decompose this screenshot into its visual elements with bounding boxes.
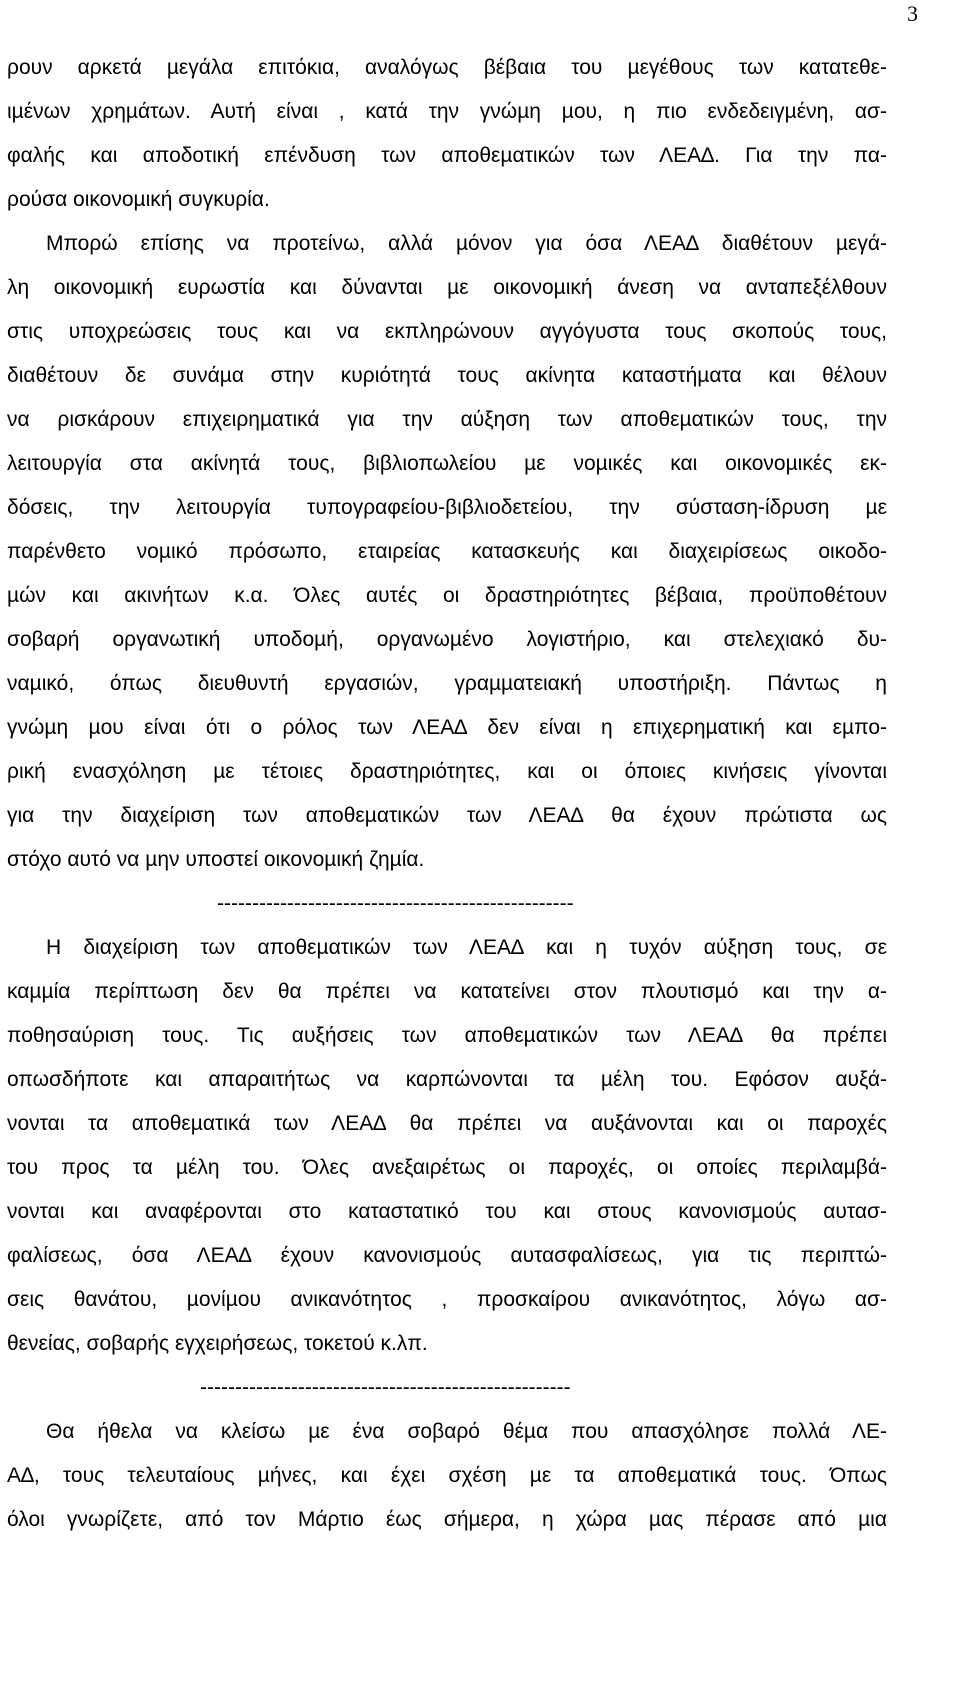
text-line: Η διαχείριση των αποθεµατικών των ΛΕΑ∆ και η τυχόν αύξηση τους, σε — [46, 936, 887, 959]
text-line: Α∆, τους τελευταίους µήνες, και έχει σχέση µε τα αποθεµατικά τους. Όπως — [7, 1464, 887, 1487]
page-number: 3 — [907, 1, 918, 26]
text-line: ρούσα οικονοµική συγκυρία. — [7, 188, 270, 211]
text-line: νονται τα αποθεµατικά των ΛΕΑ∆ θα πρέπει να αυξάνονται και οι παροχές — [7, 1112, 887, 1135]
section-separator: ----------------------------------------------------- — [200, 1376, 571, 1399]
text-line: ναµικό, όπως διευθυντή εργασιών, γραµµατειακή υποστήριξη. Πάντως η — [7, 672, 887, 695]
text-line: ποθησαύριση τους. Τις αυξήσεις των αποθεµατικών των ΛΕΑ∆ θα πρέπει — [7, 1024, 887, 1047]
paragraph-2 — [7, 222, 887, 882]
text-line: ρουν αρκετά µεγάλα επιτόκια, αναλόγως βέβαια του µεγέθους των κατατεθε- — [7, 56, 887, 79]
text-line: φαλής και αποδοτική επένδυση των αποθεµατικών των ΛΕΑ∆. Για την πα- — [7, 144, 887, 167]
text-line: λειτουργία στα ακίνητά τους, βιβλιοπωλείου µε νοµικές και οικονοµικές εκ- — [7, 452, 887, 475]
text-line: σοβαρή οργανωτική υποδοµή, οργανωµένο λογιστήριο, και στελεχιακό δυ- — [7, 628, 887, 651]
section-separator: --------------------------------------------------- — [217, 892, 574, 915]
text-line: για την διαχείριση των αποθεµατικών των ΛΕΑ∆ θα έχουν πρώτιστα ως — [7, 804, 887, 827]
text-line: φαλίσεως, όσα ΛΕΑ∆ έχουν κανονισµούς αυτασφαλίσεως, για τις περιπτώ- — [7, 1244, 887, 1267]
text-line: παρένθετο νοµικό πρόσωπο, εταιρείας κατασκευής και διαχειρίσεως οικοδο- — [7, 540, 887, 563]
paragraph-3 — [7, 926, 887, 1366]
text-line: λη οικονοµική ευρωστία και δύνανται µε οικονοµική άνεση να ανταπεξέλθουν — [7, 276, 887, 299]
text-line: µών και ακινήτων κ.α. Όλες αυτές οι δραστηριότητες βέβαια, προϋποθέτουν — [7, 584, 887, 607]
text-line: σεις θανάτου, µονίµου ανικανότητος , προσκαίρου ανικανότητος, λόγω ασ- — [7, 1288, 887, 1311]
text-line: του προς τα µέλη του. Όλες ανεξαιρέτως οι παροχές, οι οποίες περιλαµβά- — [7, 1156, 887, 1179]
text-line: Μπορώ επίσης να προτείνω, αλλά µόνον για όσα ΛΕΑ∆ διαθέτουν µεγά- — [46, 232, 887, 255]
paragraph-4 — [7, 1410, 887, 1542]
text-line: δόσεις, την λειτουργία τυπογραφείου-βιβλιοδετείου, την σύσταση-ίδρυση µε — [7, 496, 887, 519]
text-line: διαθέτουν δε συνάµα στην κυριότητά τους ακίνητα καταστήµατα και θέλουν — [7, 364, 887, 387]
text-line: να ρισκάρουν επιχειρηµατικά για την αύξηση των αποθεµατικών τους, την — [7, 408, 887, 431]
text-line: νονται και αναφέρονται στο καταστατικό του και στους κανονισµούς αυτασ- — [7, 1200, 887, 1223]
document-body — [7, 46, 887, 1542]
text-line: οπωσδήποτε και απαραιτήτως να καρπώνονται τα µέλη του. Εφόσον αυξά- — [7, 1068, 887, 1091]
text-line: θενείας, σοβαρής εγχειρήσεως, τοκετού κ.λπ. — [7, 1332, 428, 1355]
text-line: στόχο αυτό να µην υποστεί οικονοµική ζηµία. — [7, 848, 425, 871]
text-line: γνώµη µου είναι ότι ο ρόλος των ΛΕΑ∆ δεν είναι η επιχερηµατική και εµπο- — [7, 716, 887, 739]
text-line: στις υποχρεώσεις τους και να εκπληρώνουν αγγόγυστα τους σκοπούς τους, — [7, 320, 887, 343]
text-line: ιµένων χρηµάτων. Αυτή είναι , κατά την γνώµη µου, η πιο ενδεδειγµένη, ασ- — [7, 100, 887, 123]
text-line: καµµία περίπτωση δεν θα πρέπει να κατατείνει στον πλουτισµό και την α- — [7, 980, 887, 1003]
text-line: όλοι γνωρίζετε, από τον Μάρτιο έως σήµερα, η χώρα µας πέρασε από µια — [7, 1508, 887, 1531]
text-line: Θα ήθελα να κλείσω µε ένα σοβαρό θέµα που απασχόλησε πολλά ΛΕ- — [46, 1420, 887, 1443]
text-line: ρική ενασχόληση µε τέτοιες δραστηριότητες, και οι όποιες κινήσεις γίνονται — [7, 760, 887, 783]
paragraph-1 — [7, 46, 887, 222]
